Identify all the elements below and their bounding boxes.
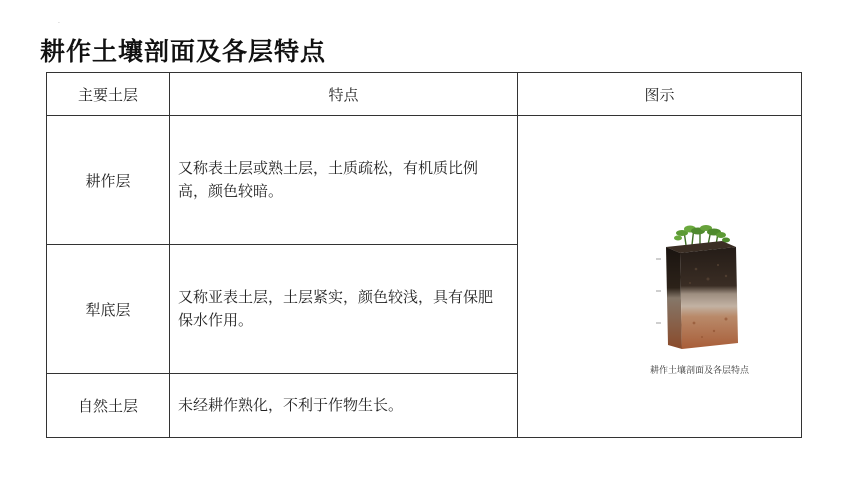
header-illustration: 图示 (518, 73, 802, 116)
table-header-row (47, 73, 802, 116)
layer-feature-cell: 又称亚表土层，土层紧实，颜色较浅，具有保肥保水作用。 (170, 245, 518, 374)
table-row (47, 116, 802, 245)
layer-feature-cell: 未经耕作熟化，不利于作物生长。 (170, 374, 518, 438)
decorative-dot: · (58, 20, 60, 27)
figure-caption: 耕作土壤剖面及各层特点 (650, 366, 750, 376)
header-feature: 特点 (170, 73, 518, 116)
layer-name-cell: 犁底层 (47, 245, 170, 374)
soil-profile-image (656, 221, 742, 357)
soil-layer-table (46, 72, 802, 438)
page-title: 耕作土壤剖面及各层特点 (40, 37, 327, 66)
soil-side-face (666, 247, 682, 349)
header-main-layer: 主要土层 (47, 73, 170, 116)
layer-name-cell: 自然土层 (47, 374, 170, 438)
layer-name-cell: 耕作层 (47, 116, 170, 245)
illustration-cell (518, 116, 802, 438)
layer-feature-cell: 又称表土层或熟土层，土质疏松，有机质比例高，颜色较暗。 (170, 116, 518, 245)
soil-front-face (680, 247, 738, 349)
